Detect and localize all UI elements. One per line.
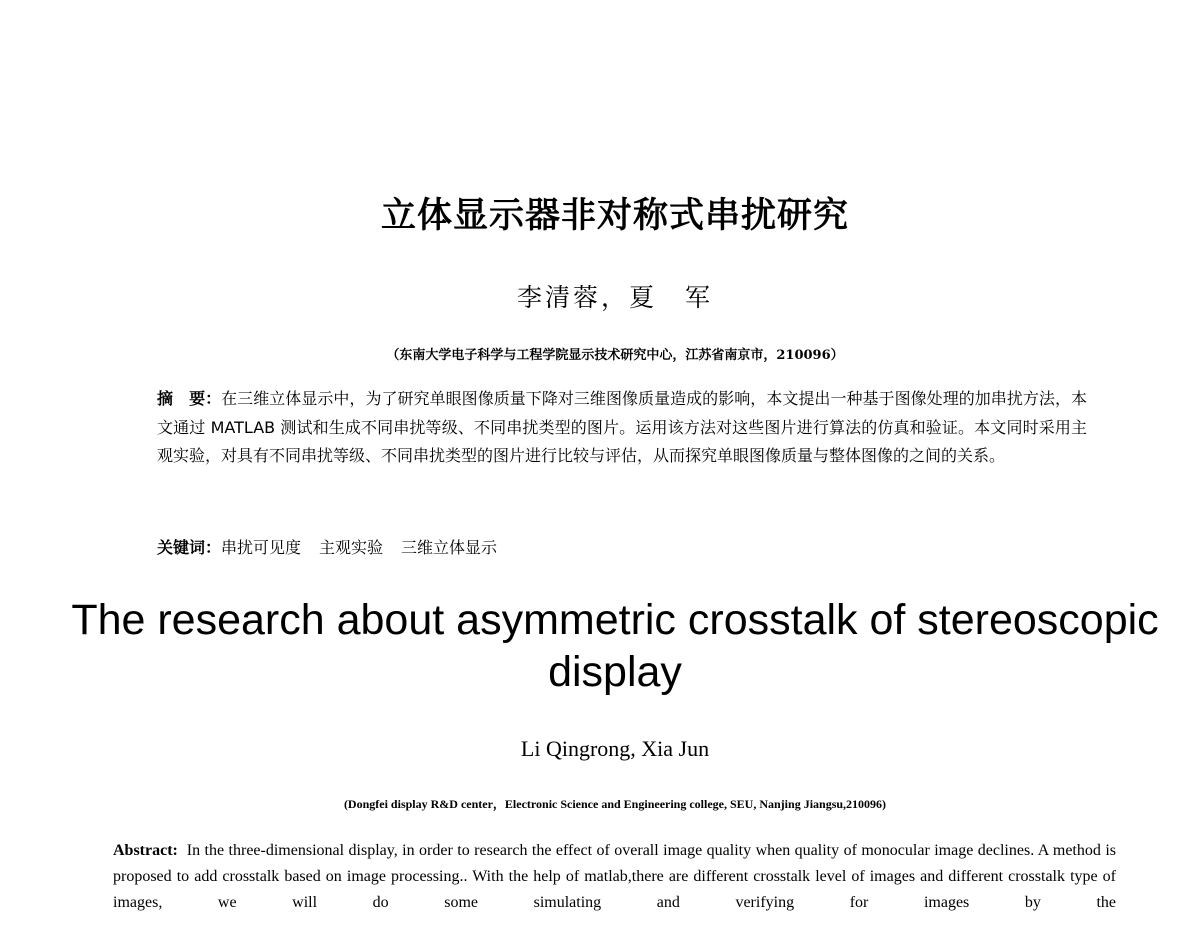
chinese-keywords <box>157 535 1087 558</box>
english-abstract-label: Abstract: <box>113 842 178 859</box>
chinese-abstract <box>157 385 1087 471</box>
english-abstract <box>113 838 1116 916</box>
chinese-title: 立体显示器非对称式串扰研究 <box>380 196 849 236</box>
chinese-abstract-text: 在三维立体显示中，为了研究单眼图像质量下降对三维图像质量造成的影响，本文提出一种基于图像处理的加串扰方法，本文通过 MATLAB 测试和生成不同串扰等级、不同串扰类型的图片。运用该方法对这些图片进行算法的仿真和验证。本文同时采用主观实验，对具有不同串扰等级、不同串扰类型的图片进行比较与评估，从而探究单眼图像质量与整体图像的之间的关系。 <box>157 389 1087 465</box>
english-authors: Li Qingrong, Xia Jun <box>520 736 710 761</box>
keyword: 串扰可见度 <box>221 538 302 557</box>
english-abstract-text: In the three-dimensional display, in order to research the effect of overall image quality when quality of monocular image declines. A method is proposed to add crosstalk based on image processing.. With the help of matlab,there are different crosstalk level of images and different crosstalk type of images, we will do some simulating and verifying for images by the <box>113 842 1117 911</box>
english-title: The research about asymmetric crosstalk of stereoscopic display <box>71 596 1159 696</box>
english-affiliation: (Dongfei display R&D center，Electronic Science and Engineering college, SEU, Nanjing Jiangsu,210096) <box>343 797 887 811</box>
chinese-keywords-label: 关键词： <box>157 538 222 557</box>
keyword: 三维立体显示 <box>401 538 498 557</box>
chinese-abstract-label: 摘 要： <box>157 389 222 408</box>
keyword: 主观实验 <box>319 538 384 557</box>
chinese-affiliation: （东南大学电子科学与工程学院显示技术研究中心，江苏省南京市，210096） <box>386 348 844 363</box>
chinese-authors: 李清蓉，夏 军 <box>516 283 713 312</box>
